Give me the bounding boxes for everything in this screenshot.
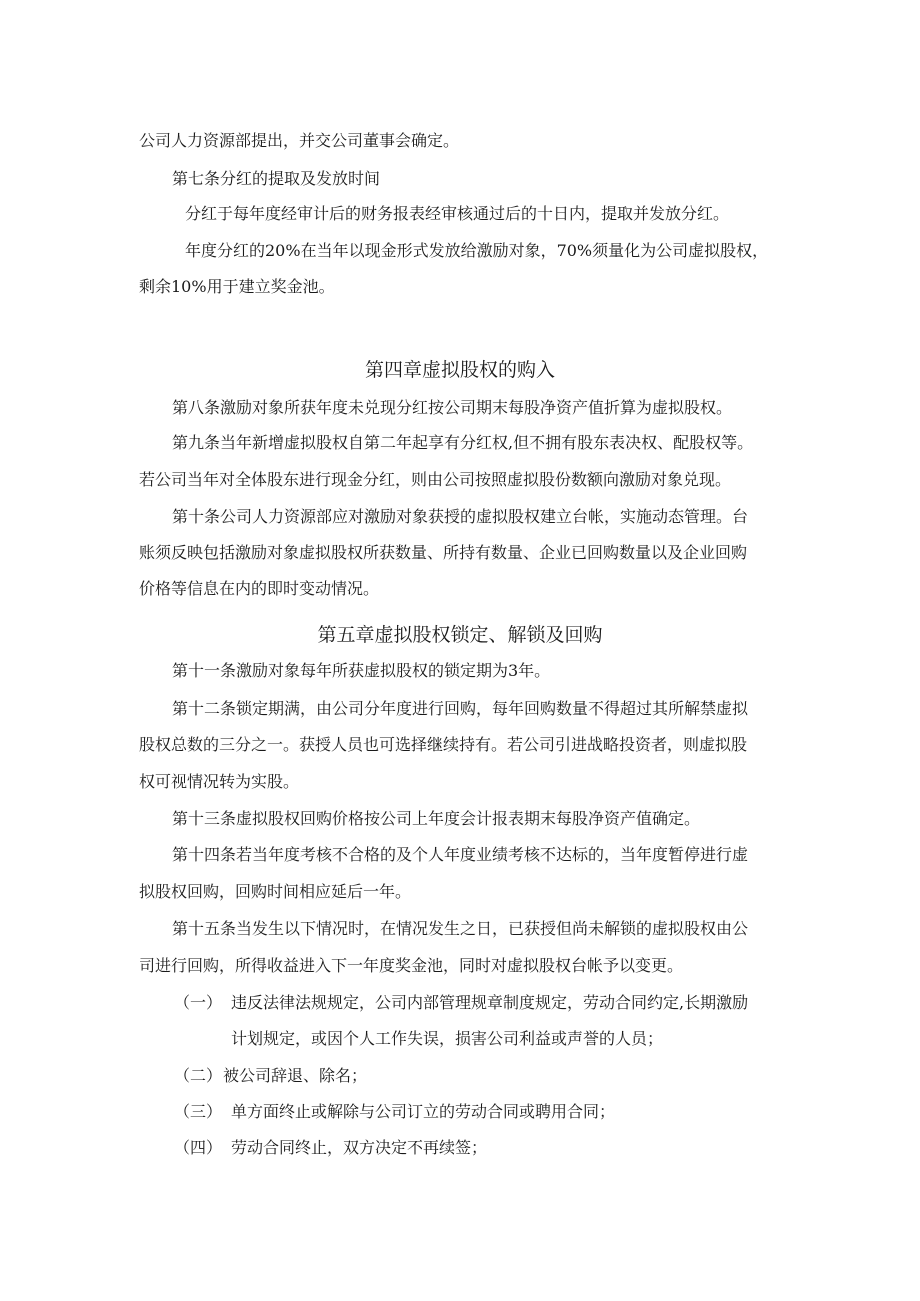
paragraph-line: 第八条激励对象所获年度未兑现分红按公司期末每股净资产值折算为虚拟股权。 [172, 398, 733, 417]
paragraph-line: 第十四条若当年度考核不合格的及个人年度业绩考核不达标的，当年度暂停进行虚 [172, 845, 749, 864]
paragraph-line: 公司人力资源部提出，并交公司董事会确定。 [139, 131, 460, 150]
paragraph-line: 股权总数的三分之一。获授人员也可选择继续持有。若公司引进战略投资者，则虚拟股 [139, 735, 748, 754]
chapter-heading: 第五章虚拟股权锁定、解锁及回购 [317, 624, 603, 646]
list-item-text: 计划规定，或因个人工作失误，损害公司利益或声誉的人员； [231, 1029, 664, 1048]
list-item-text: 被公司辞退、除名； [223, 1066, 368, 1085]
list-item-marker: （四） [174, 1138, 223, 1157]
chapter-heading: 第四章虚拟股权的购入 [364, 359, 555, 381]
list-item-marker: （一） [174, 993, 223, 1012]
paragraph-line: 第十一条激励对象每年所获虚拟股权的锁定期为3年。 [172, 661, 551, 680]
paragraph-line: 第九条当年新增虚拟股权自第二年起享有分红权,但不拥有股东表决权、配股权等。 [172, 433, 754, 452]
list-item-marker: （二） [174, 1066, 223, 1085]
paragraph-line: 权可视情况转为实股。 [139, 772, 300, 791]
list-item-text: 单方面终止或解除与公司订立的劳动合同或聘用合同； [231, 1102, 616, 1121]
paragraph-line: 第十五条当发生以下情况时，在情况发生之日，已获授但尚未解锁的虚拟股权由公 [172, 919, 749, 938]
paragraph-line: 年度分红的20%在当年以现金形式发放给激励对象，70%须量化为公司虚拟股权， [185, 241, 769, 260]
paragraph-line: 司进行回购，所得收益进入下一年度奖金池，同时对虚拟股权台帐予以变更。 [139, 956, 684, 975]
paragraph-line: 第十三条虚拟股权回购价格按公司上年度会计报表期末每股净资产值确定。 [172, 809, 701, 828]
paragraph-line: 第十二条锁定期满，由公司分年度进行回购，每年回购数量不得超过其所解禁虚拟 [172, 699, 749, 718]
paragraph-line: 账须反映包括激励对象虚拟股权所获数量、所持有数量、企业已回购数量以及企业回购 [139, 543, 748, 562]
paragraph-line: 若公司当年对全体股东进行现金分红，则由公司按照虚拟股份数额向激励对象兑现。 [139, 470, 732, 489]
paragraph-line: 第十条公司人力资源部应对激励对象获授的虚拟股权建立台帐，实施动态管理。台 [172, 507, 749, 526]
article-heading: 第七条分红的提取及发放时间 [172, 169, 381, 188]
paragraph-line: 价格等信息在内的即时变动情况。 [139, 579, 380, 598]
paragraph-line: 拟股权回购，回购时间相应延后一年。 [139, 882, 412, 901]
paragraph-line: 剩余10%用于建立奖金池。 [139, 277, 335, 296]
paragraph-line: 分红于每年度经审计后的财务报表经审核通过后的十日内，提取并发放分红。 [185, 204, 730, 223]
list-item-text: 劳动合同终止，双方决定不再续签； [231, 1138, 488, 1157]
list-item-marker: （三） [174, 1102, 223, 1121]
list-item-text: 违反法律法规规定，公司内部管理规章制度规定，劳动合同约定,长期激励 [231, 993, 749, 1012]
